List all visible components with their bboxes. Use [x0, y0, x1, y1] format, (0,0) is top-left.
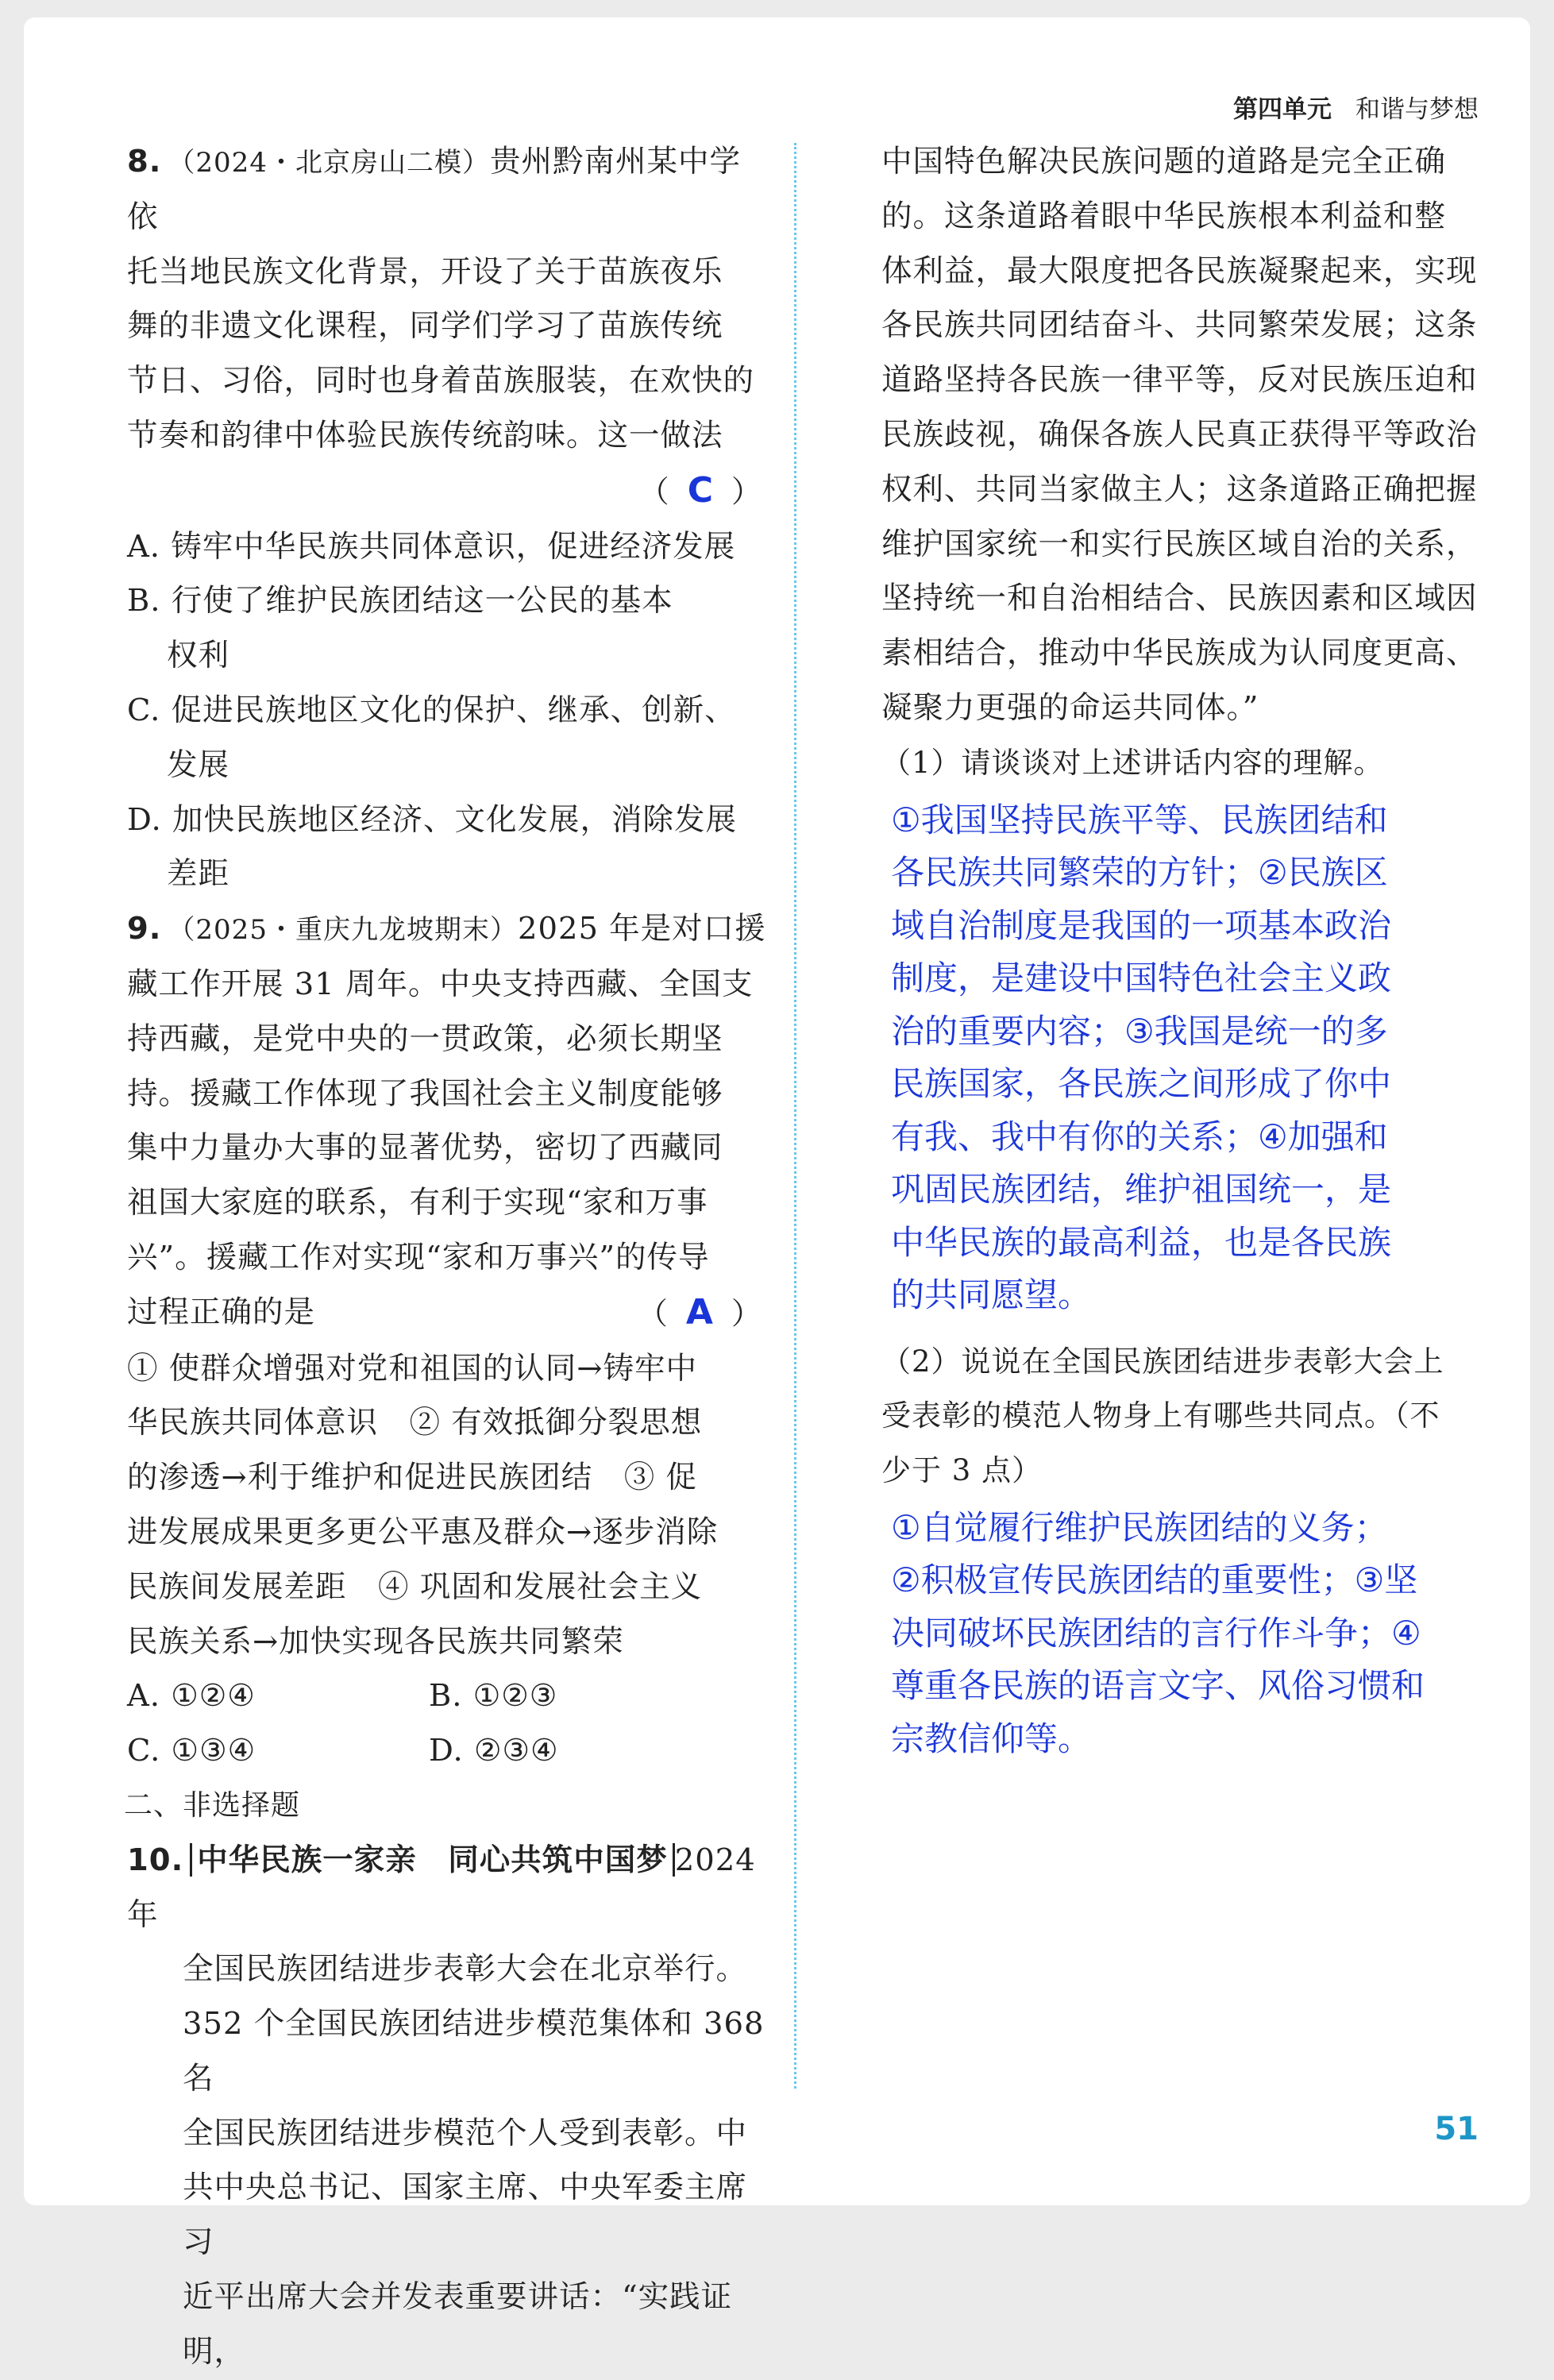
q10-cont-line: 凝聚力更强的命运共同体。” — [881, 689, 1259, 726]
q10-sub-question-2-line: 少于 3 点） — [881, 1453, 1043, 1488]
q9-options-row — [127, 1724, 770, 1779]
option-text: 行使了维护民族团结这一公民的基本 — [171, 583, 673, 619]
q9-option-b: B. ①②③ — [429, 1678, 558, 1715]
answer-line: 各民族共同繁荣的方针；②民族区 — [891, 853, 1388, 893]
q10-cont-line: 道路坚持各民族一律平等，反对民族压迫和 — [881, 362, 1478, 399]
q10-cont-line: 坚持统一和自治相结合、民族因素和区域因 — [881, 581, 1478, 617]
q8-number: 8. — [127, 144, 162, 179]
answer-line: 尊重各民族的语言文字、风俗习惯和 — [891, 1666, 1425, 1706]
q10-cont-line: 各民族共同团结奋斗、共同繁荣发展；这条 — [881, 307, 1478, 344]
q8-option-b — [127, 574, 770, 629]
bracket-close: ） — [731, 1295, 762, 1331]
q9-stem-line: 2025 年是对口援 — [517, 911, 766, 947]
q9-stem-line: 兴”。援藏工作对实现“家和万事兴”的传导 — [127, 1239, 710, 1275]
q9-option-c: C. ①③④ — [127, 1733, 256, 1769]
option-text-cont: 发展 — [167, 746, 230, 783]
q9-line-1 — [127, 902, 770, 958]
option-text: 加快民族地区经济、文化发展，消除发展 — [172, 801, 737, 838]
answer-line: 域自治制度是我国的一项基本政治 — [891, 905, 1392, 945]
unit-label: 第四单元 — [1233, 95, 1332, 124]
q10-theme: 中华民族一家亲 同心共筑中国梦 — [197, 1842, 668, 1878]
q10-answer-2 — [891, 1502, 1485, 1766]
option-text-cont: 权利 — [167, 638, 230, 674]
page-number: 51 — [1434, 2111, 1479, 2147]
answer-line: 治的重要内容；③我国是统一的多 — [891, 1011, 1388, 1051]
option-label: B. — [127, 583, 161, 619]
question-10 — [127, 1834, 770, 2380]
q8-stem-line: 贵州黔南州某中学依 — [127, 144, 741, 235]
q8-stem-line: 托当地民族文化背景，开设了关于苗族夜乐 — [127, 253, 723, 290]
answer-line: 民族国家，各民族之间形成了你中 — [891, 1064, 1392, 1104]
option-text: 铸牢中华民族共同体意识，促进经济发展 — [171, 528, 736, 565]
q8-source: （2024・北京房山二模） — [168, 147, 490, 179]
bracket-left-mark — [190, 1843, 192, 1877]
q10-stem-line: 2024 年 — [127, 1842, 756, 1933]
q10-cont-line: 维护国家统一和实行民族区域自治的关系， — [881, 526, 1478, 562]
page-header — [1233, 89, 1479, 125]
q9-item-line: ① 使群众增强对党和祖国的认同→铸牢中 — [127, 1350, 697, 1387]
answer-line: 决同破坏民族团结的言行作斗争；④ — [891, 1613, 1421, 1653]
q9-item-line: 的渗透→利于维护和促进民族团结 ③ 促 — [127, 1460, 697, 1496]
unit-title: 和谐与梦想 — [1355, 95, 1479, 124]
q10-cont-line: 素相结合，推动中华民族成为认同度更高、 — [881, 635, 1478, 672]
q9-option-a: A. ①②④ — [127, 1678, 256, 1715]
right-column — [881, 135, 1485, 1778]
q9-stem-line: 祖国大家庭的联系，有利于实现“家和万事 — [127, 1185, 708, 1221]
q10-cont-line: 体利益，最大限度把各民族凝聚起来，实现 — [881, 253, 1478, 289]
q9-stem-line: 持西藏，是党中央的一贯政策，必须长期坚 — [127, 1020, 723, 1057]
option-label: D. — [127, 801, 162, 838]
q10-cont-line: 民族歧视，确保各族人民真正获得平等政治 — [881, 416, 1478, 453]
q9-stem-line: 过程正确的是 — [127, 1294, 316, 1330]
q8-answer: C — [687, 469, 714, 511]
option-label: C. — [127, 692, 161, 728]
option-label: A. — [127, 528, 161, 565]
q10-number: 10. — [127, 1842, 184, 1878]
q9-answer: A — [685, 1291, 714, 1333]
q8-option-c — [127, 684, 770, 739]
q10-sub-question-1: （1）请谈谈对上述讲话内容的理解。 — [881, 745, 1384, 780]
q8-option-d — [127, 793, 770, 848]
q9-item-line: 进发展成果更多更公平惠及群众→逐步消除 — [127, 1514, 719, 1550]
q8-stem-line: 舞的非遗文化课程，同学们学习了苗族传统 — [127, 308, 723, 345]
q8-line-1 — [127, 135, 770, 245]
q10-sub-question-2-line: （2）说说在全国民族团结进步表彰大会上 — [881, 1344, 1444, 1379]
answer-line: ①自觉履行维护民族团结的义务； — [891, 1507, 1388, 1547]
q10-stem-line: 352 个全国民族团结进步模范集体和 368 名 — [183, 2006, 765, 2096]
q8-answer-bracket — [127, 464, 770, 520]
answer-line: 中华民族的最高利益，也是各民族 — [891, 1222, 1392, 1262]
q9-item-line: 民族间发展差距 ④ 巩固和发展社会主义 — [127, 1568, 703, 1605]
answer-line: 制度，是建设中国特色社会主义政 — [891, 959, 1392, 998]
q9-number: 9. — [127, 911, 162, 947]
answer-line: ①我国坚持民族平等、民族团结和 — [891, 800, 1388, 839]
q9-stem-line: 持。援藏工作体现了我国社会主义制度能够 — [127, 1075, 723, 1112]
q9-option-d: D. ②③④ — [429, 1733, 559, 1769]
answer-line: 宗教信仰等。 — [891, 1718, 1092, 1758]
q10-cont-line: 中国特色解决民族问题的道路是完全正确 — [881, 144, 1447, 179]
answer-line: 的共同愿望。 — [891, 1275, 1092, 1315]
q9-item-line: 民族关系→加快实现各民族共同繁荣 — [127, 1623, 624, 1660]
q9-answer-bracket — [638, 1286, 770, 1342]
q10-stem-line: 近平出席大会并发表重要讲话：“实践证明， — [183, 2279, 733, 2370]
q10-cont-line: 权利、共同当家做主人；这条道路正确把握 — [881, 471, 1478, 507]
option-text-cont: 差距 — [167, 856, 230, 893]
question-9 — [127, 902, 770, 1779]
q9-source: （2025・重庆九龙坡期末） — [168, 914, 518, 947]
q10-answer-1 — [891, 794, 1485, 1322]
q10-cont-line: 的。这条道路着眼中华民族根本利益和整 — [881, 198, 1447, 234]
q8-stem-line: 节奏和韵律中体验民族传统韵味。这一做法 — [127, 417, 723, 453]
answer-line: 巩固民族团结，维护祖国统一，是 — [891, 1170, 1392, 1209]
q10-line-1 — [127, 1834, 770, 1943]
q10-sub-question-2-line: 受表彰的模范人物身上有哪些共同点。（不 — [881, 1398, 1440, 1433]
answer-line: ②积极宣传民族团结的重要性；③坚 — [891, 1560, 1418, 1600]
bracket-open: （ — [638, 473, 670, 509]
q9-item-line: 华民族共同体意识 ② 有效抵御分裂思想 — [127, 1405, 703, 1441]
q9-stem-line: 藏工作开展 31 周年。中央支持西藏、全国支 — [127, 966, 754, 1002]
q8-option-a — [127, 520, 770, 575]
q10-stem-line: 全国民族团结进步表彰大会在北京举行。 — [183, 1951, 748, 1988]
q10-stem-line: 共中央总书记、国家主席、中央军委主席习 — [183, 2170, 748, 2261]
question-8 — [127, 135, 770, 902]
bracket-close: ） — [731, 473, 762, 509]
answer-line: 有我、我中有你的关系；④加强和 — [891, 1117, 1388, 1156]
q9-stem-line: 集中力量办大事的显著优势，密切了西藏同 — [127, 1130, 723, 1167]
left-column — [124, 135, 770, 2380]
q8-stem-line: 节日、习俗，同时也身着苗族服装，在欢快的 — [127, 363, 755, 399]
q10-stem-line: 全国民族团结进步模范个人受到表彰。中 — [183, 2115, 748, 2151]
bracket-open: （ — [637, 1295, 669, 1331]
section-title: 二、非选择题 — [124, 1788, 301, 1822]
column-divider — [794, 143, 796, 2089]
q9-options-row — [127, 1669, 770, 1724]
option-text: 促进民族地区文化的保护、继承、创新、 — [171, 692, 736, 728]
q9-stem-last — [127, 1286, 770, 1342]
